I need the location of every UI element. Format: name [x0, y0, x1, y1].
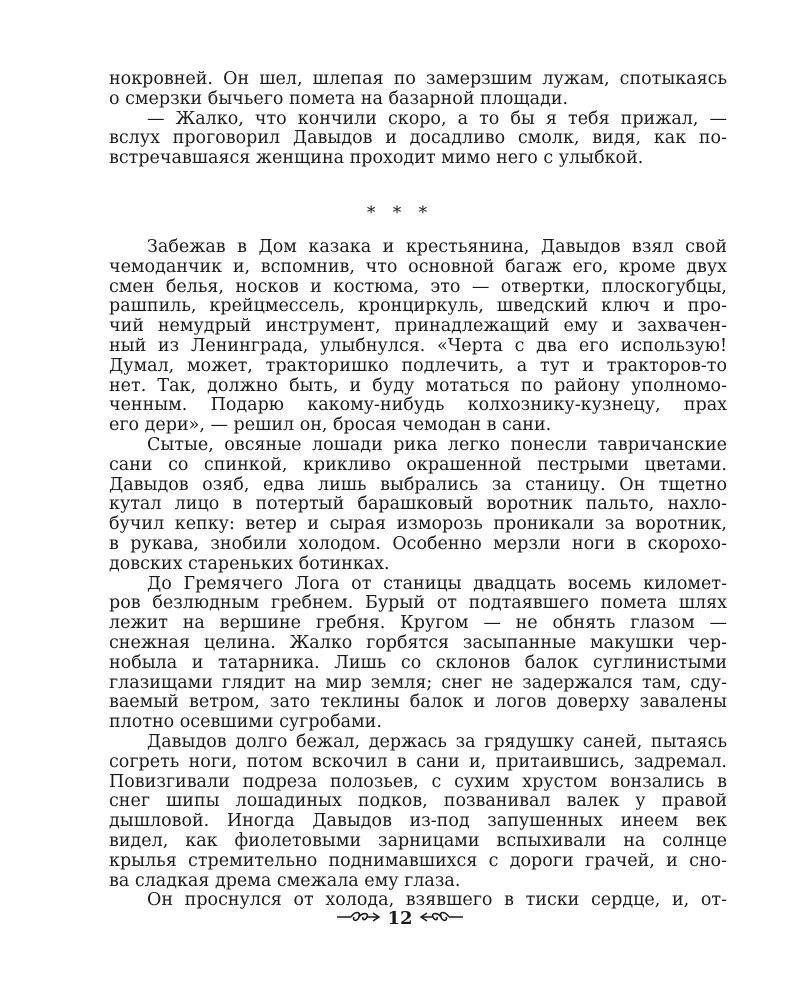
text-line: ваемый ветром, зато теклины балок и логов доверху завалены	[109, 692, 727, 713]
ornament-left-icon	[335, 909, 381, 930]
text-line: кутал лицо в потертый барашковый воротник пальто, нахло-	[109, 494, 727, 515]
text-line: его дери», — решил он, бросая чемодан в сани.	[109, 415, 552, 436]
text-line: плотно осевшими сугробами.	[109, 712, 382, 733]
text-line: о смерзки бычьего помета на базарной площади.	[109, 88, 569, 109]
text-line: снег шипы лошадиных подков, позванивал валек у правой	[109, 791, 727, 812]
text-line: ва сладкая дрема смежала ему глаза.	[109, 870, 461, 891]
text-line: До Гремячего Лога от станицы двадцать восемь километ-	[147, 573, 727, 594]
text-line: видел, как фиолетовыми зарницами вспыхивали на солнце	[109, 830, 727, 851]
text-line: лежит на вершине гребня. Кругом — не обнять глазом —	[109, 613, 727, 634]
text-line: глазищами глядит на мир земля; снег не задержался там, сду-	[109, 672, 727, 693]
text-line: нобыла и татарника. Лишь со склонов балок суглинистыми	[109, 652, 727, 673]
text-line: дышловой. Иногда Давыдов из-под запушенных инеем век	[109, 811, 727, 832]
text-line: сани со спинкой, крикливо окрашенной пестрыми цветами.	[109, 454, 727, 475]
text-line: в рукава, знобили холодом. Особенно мерзли ноги в скорохо-	[109, 533, 727, 554]
text-line: Повизгивали подреза полозьев, с сухим хрустом вонзались в	[109, 771, 727, 792]
text-line: крылья стремительно поднимавшихся с дороги грачей, и сно-	[109, 850, 727, 871]
text-line: нет. Так, должно быть, и буду мотаться по району уполномо-	[109, 375, 727, 396]
text-line: Давыдов долго бежал, держась за грядушку саней, пытаясь	[147, 731, 727, 752]
text-line: Думал, может, тракторишко подлечить, а тут и тракторов-то	[109, 355, 727, 376]
text-line: Сытые, овсяные лошади рика легко понесли тавричанские	[147, 434, 727, 455]
text-line: ный из Ленинграда, улыбнулся. «Черта с два его использую!	[109, 335, 727, 356]
text-line: Давыдов озяб, едва лишь выбрались за станицу. Он тщетно	[109, 474, 727, 495]
section-separator: * * *	[366, 203, 434, 223]
text-line: нокровней. Он шел, шлепая по замерзшим лужам, спотыкаясь	[109, 69, 727, 89]
page-number: 12	[387, 908, 413, 929]
text-line: чий немудрый инструмент, принадлежащий ему и захвачен-	[109, 316, 727, 337]
text-line: смен белья, носков и костюма, это — отвертки, плоскогубцы,	[109, 276, 727, 297]
text-line: Забежав в Дом казака и крестьянина, Давыдов взял свой	[147, 237, 727, 257]
text-line: бучил кепку: ветер и сырая изморозь проникали за воротник,	[109, 514, 727, 535]
text-block-main	[109, 238, 727, 911]
text-line: вслух проговорил Давыдов и досадливо смолк, видя, как по-	[109, 128, 727, 149]
ornament-right-icon	[419, 909, 465, 930]
text-line: рашпиль, крейцмессель, кронциркуль, шведский ключ и про-	[109, 296, 727, 317]
text-line: ченным. Подарю какому-нибудь колхознику-кузнецу, прах	[109, 395, 727, 416]
text-line: снежная целина. Жалко горбятся засыпанные макушки чер-	[109, 632, 727, 653]
text-line: согреть ноги, потом вскочил в сани и, притаившись, задремал.	[109, 751, 727, 772]
text-line: ров безлюдным гребнем. Бурый от подтаявшего помета шлях	[109, 593, 727, 614]
text-line: Он проснулся от холода, взявшего в тиски сердце, и, от-	[147, 890, 727, 911]
text-line: встречавшаяся женщина проходит мимо него с улыбкой.	[109, 148, 644, 169]
page-footer	[0, 908, 800, 930]
text-block-top	[109, 70, 727, 169]
text-line: — Жалко, что кончили скоро, а то бы я тебя прижал, —	[147, 108, 727, 129]
text-line: чемоданчик и, вспомнив, что основной багаж его, кроме двух	[109, 256, 727, 277]
text-line: довских стареньких ботинках.	[109, 553, 390, 574]
